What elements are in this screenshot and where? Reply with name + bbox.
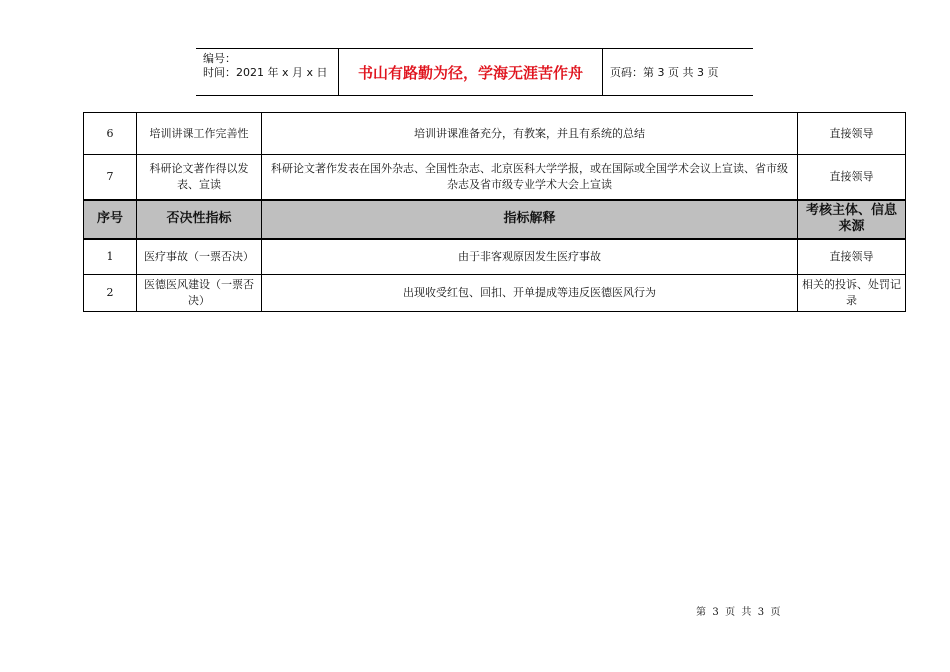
motto-text: 书山有路勤为径，学海无涯苦作舟 bbox=[339, 49, 603, 95]
row-index: 1 bbox=[84, 239, 137, 275]
table-row bbox=[84, 275, 906, 312]
row-explanation: 培训讲课准备充分，有教案，并且有系统的总结 bbox=[262, 113, 798, 155]
page-header bbox=[196, 48, 753, 96]
column-header-index: 序号 bbox=[84, 200, 137, 239]
page-footer: 第 3 页 共 3 页 bbox=[696, 607, 781, 618]
page-number-label: 页码：第 3 页 共 3 页 bbox=[610, 66, 719, 79]
row-indicator: 科研论文著作得以发表、宣读 bbox=[137, 155, 262, 200]
header-meta bbox=[196, 49, 339, 95]
row-source: 相关的投诉、处罚记录 bbox=[798, 275, 906, 312]
table-row bbox=[84, 113, 906, 155]
row-index: 7 bbox=[84, 155, 137, 200]
veto-header-row bbox=[84, 200, 906, 239]
column-header-source: 考核主体、信息来源 bbox=[798, 200, 906, 239]
indicator-table bbox=[83, 112, 906, 312]
table-row bbox=[84, 155, 906, 200]
row-index: 6 bbox=[84, 113, 137, 155]
row-source: 直接领导 bbox=[798, 239, 906, 275]
row-explanation: 由于非客观原因发生医疗事故 bbox=[262, 239, 798, 275]
code-label: 编号： bbox=[203, 52, 236, 65]
row-explanation: 科研论文著作发表在国外杂志、全国性杂志、北京医科大学学报，或在国际或全国学术会议上宣读、省市级杂志及省市级专业学术大会上宣读 bbox=[262, 155, 798, 200]
row-indicator: 培训讲课工作完善性 bbox=[137, 113, 262, 155]
row-index: 2 bbox=[84, 275, 137, 312]
column-header-explanation: 指标解释 bbox=[262, 200, 798, 239]
row-indicator: 医疗事故（一票否决） bbox=[137, 239, 262, 275]
row-explanation: 出现收受红包、回扣、开单提成等违反医德医风行为 bbox=[262, 275, 798, 312]
row-source: 直接领导 bbox=[798, 113, 906, 155]
time-label: 时间：2021 年 x 月 x 日 bbox=[203, 66, 328, 79]
table-row bbox=[84, 239, 906, 275]
column-header-indicator: 否决性指标 bbox=[137, 200, 262, 239]
row-indicator: 医德医风建设（一票否决） bbox=[137, 275, 262, 312]
row-source: 直接领导 bbox=[798, 155, 906, 200]
